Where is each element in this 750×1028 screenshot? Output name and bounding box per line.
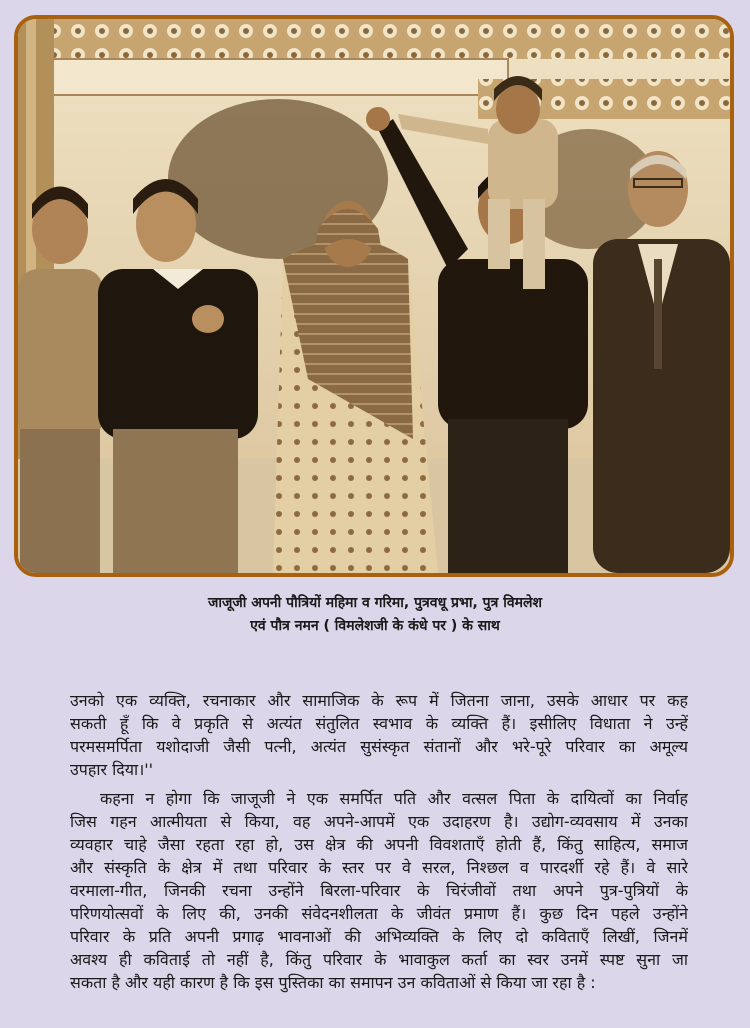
caption-line: एवं पौत्र नमन ( विमलेशजी के कंधे पर ) के साथ [250, 618, 500, 634]
text-line: परिवार के प्रति अपनी प्रगाढ़ भावनाओं की अभिव्यक्ति के लिए दो कविताएँ लिखीं, जिनमें [70, 927, 688, 946]
paragraph [70, 689, 688, 781]
family-photo [14, 15, 734, 577]
text-line: व्यवहार चाहे जैसा रहता रहा हो, उस क्षेत्र की अपनी विवशताएँ होती हैं, किंतु साहित्य, समाज [70, 835, 688, 854]
gate-ornament [48, 19, 730, 59]
text-line: जिस गहन आत्मीयता से किया, वह अपने-आपमें एक उदाहरण है। उद्योग-व्यवसाय में उनका [70, 812, 688, 831]
caption-line: जाजूजी अपनी पौत्रियों महिमा व गरिमा, पुत्रवधू प्रभा, पुत्र विमलेश [207, 595, 543, 611]
text-line: कहना न होगा कि जाजूजी ने एक समर्पित पति और वत्सल पिता के दायित्वों का निर्वाह [100, 789, 688, 808]
photo-caption [0, 592, 750, 638]
text-line: सकता है और यही कारण है कि इस पुस्तिका का समापन उन कविताओं से किया जा रहा है : [70, 973, 596, 992]
text-line: अवश्य ही कविताई तो नहीं है, किंतु परिवार के भावाकुल कर्ता का स्वर उनमें स्पष्ट सुना जा [70, 950, 688, 969]
text-line: परिणयोत्सवों के लिए की, उनकी संवेदनशीलता के जीवंत प्रमाण हैं। कुछ दिन पहले उन्होंने [70, 904, 688, 923]
text-line: और संस्कृति के क्षेत्र में तथा परिवार के स्तर पर वे सरल, निश्छल व पारदर्शी रहे हैं। वे सारे [70, 858, 688, 877]
family-photo-icon [18, 19, 730, 573]
paragraph [70, 787, 688, 994]
gate-beam [48, 59, 508, 95]
text-line: सकती हूँ कि वे प्रकृति से अत्यंत संतुलित स्वभाव के व्यक्ति हैं। इसीलिए विधाता ने उन्हें [70, 714, 688, 733]
text-line: परमसमर्पिता यशोदाजी जैसी पत्नी, अत्यंत सुसंस्कृत संतानों और भरे-पूरे परिवार का अमूल्य [70, 737, 688, 756]
text-line: उनको एक व्यक्ति, रचनाकार और सामाजिक के रूप में जितना जाना, उसके आधार पर कह [70, 691, 688, 710]
text-line: उपहार दिया।'' [70, 760, 154, 779]
text-line: वरमाला-गीत, जिनकी रचना उन्होंने बिरला-परिवार के चिरंजीवों तथा अपने पुत्र-पुत्रियों के [70, 881, 688, 900]
body-text [70, 689, 688, 994]
